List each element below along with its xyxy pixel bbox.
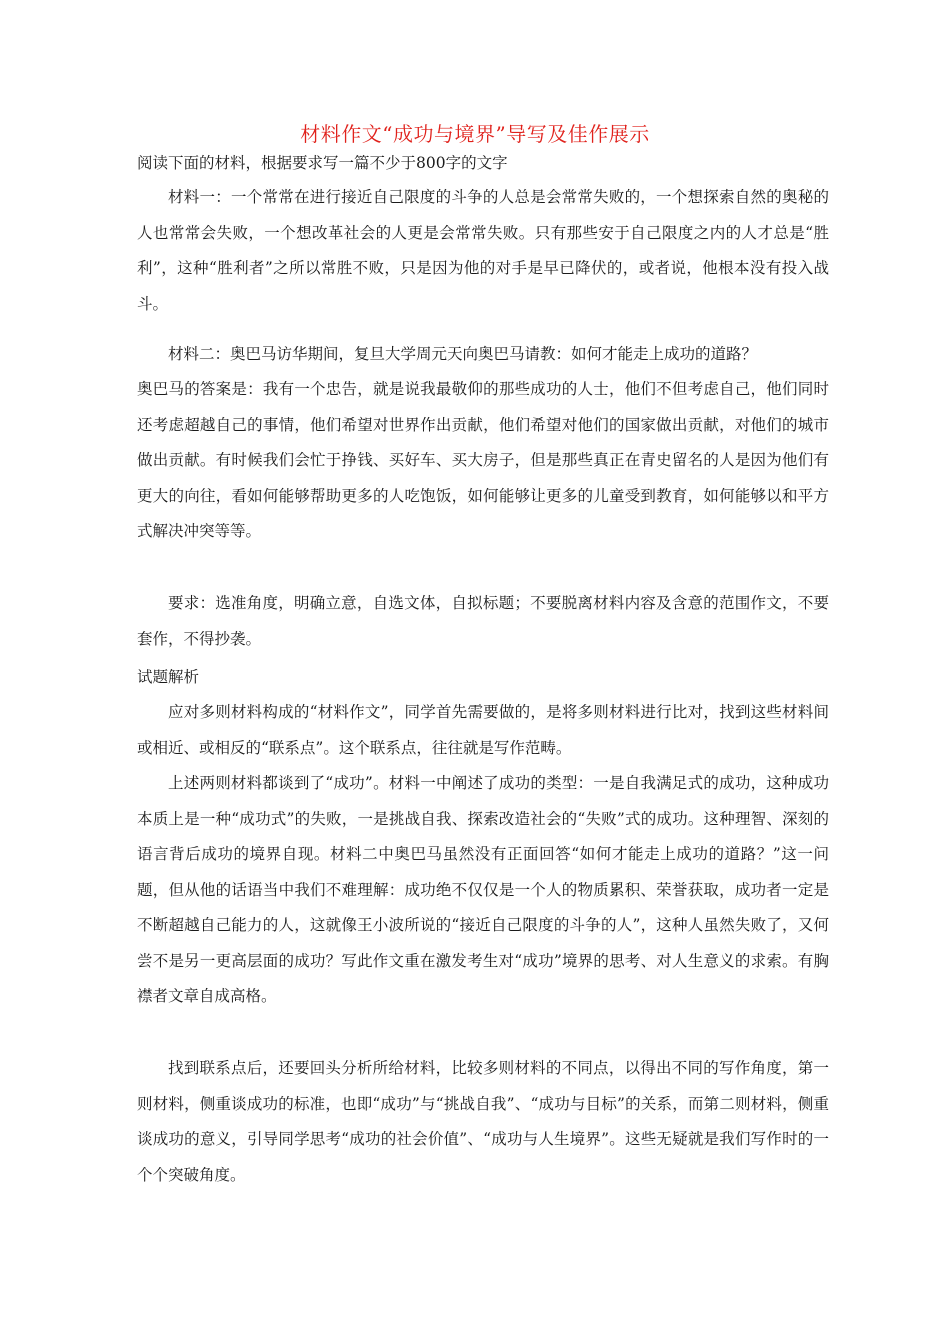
material-two-question: 材料二：奥巴马访华期间，复旦大学周元天向奥巴马请教：如何才能走上成功的道路？: [168, 345, 758, 363]
material-two-answer: 奥巴马的答案是：我有一个忠告，就是说我最敬仰的那些成功的人士，他们不但考虑自己，他们同时还考虑超越自己的事情，他们希望对世界作出贡献，他们希望对他们的国家做出贡献，对他们的城市做出贡献。有时候我们会忙于挣钱、买好车、买大房子，但是那些真正在青史留名的人是因为他们有更大的向往，看如何能够帮助更多的人吃饱饭，如何能够让更多的儿童受到教育，如何能够以和平方式解决冲突等等。: [137, 380, 829, 540]
analysis-paragraph-1: 应对多则材料构成的“材料作文”，同学首先需要做的，是将多则材料进行比对，找到这些材料间或相近、或相反的“联系点”。这个联系点，往往就是写作范畴。: [137, 703, 829, 757]
document-title: 材料作文“成功与境界”导写及佳作展示: [300, 122, 650, 146]
prompt-intro: 阅读下面的材料，根据要求写一篇不少于800字的文字: [137, 154, 508, 172]
analysis-heading: 试题解析: [137, 668, 200, 686]
analysis-paragraph-2: 上述两则材料都谈到了“成功”。材料一中阐述了成功的类型：一是自我满足式的成功，这种成功本质上是一种“成功式”的失败，一是挑战自我、探索改造社会的“失败”式的成功。这种理智、深刻的语言背后成功的境界自现。材料二中奥巴马虽然没有正面回答“如何才能走上成功的道路？”这一问题，但从他的话语当中我们不难理解：成功绝不仅仅是一个人的物质累积、荣誉获取，成功者一定是不断超越自己能力的人，这就像王小波所说的“接近自己限度的斗争的人”，这种人虽然失败了，又何尝不是另一更高层面的成功？写此作文重在激发考生对“成功”境界的思考、对人生意义的求索。有胸襟者文章自成高格。: [137, 774, 829, 1005]
material-one-paragraph: 材料一：一个常常在进行接近自己限度的斗争的人总是会常常失败的，一个想探索自然的奥秘的人也常常会失败，一个想改革社会的人更是会常常失败。只有那些安于自己限度之内的人才总是“胜利”，这种“胜利者”之所以常胜不败，只是因为他的对手是早已降伏的，或者说，他根本没有投入战斗。: [137, 188, 829, 313]
requirement-paragraph: 要求：选准角度，明确立意，自选文体，自拟标题；不要脱离材料内容及含意的范围作文，不要套作，不得抄袭。: [137, 594, 829, 648]
analysis-paragraph-3: 找到联系点后，还要回头分析所给材料，比较多则材料的不同点，以得出不同的写作角度，第一则材料，侧重谈成功的标准，也即“成功”与“挑战自我”、“成功与目标”的关系，而第二则材料，侧重谈成功的意义，引导同学思考“成功的社会价值”、“成功与人生境界”。这些无疑就是我们写作时的一个个突破角度。: [137, 1059, 829, 1184]
